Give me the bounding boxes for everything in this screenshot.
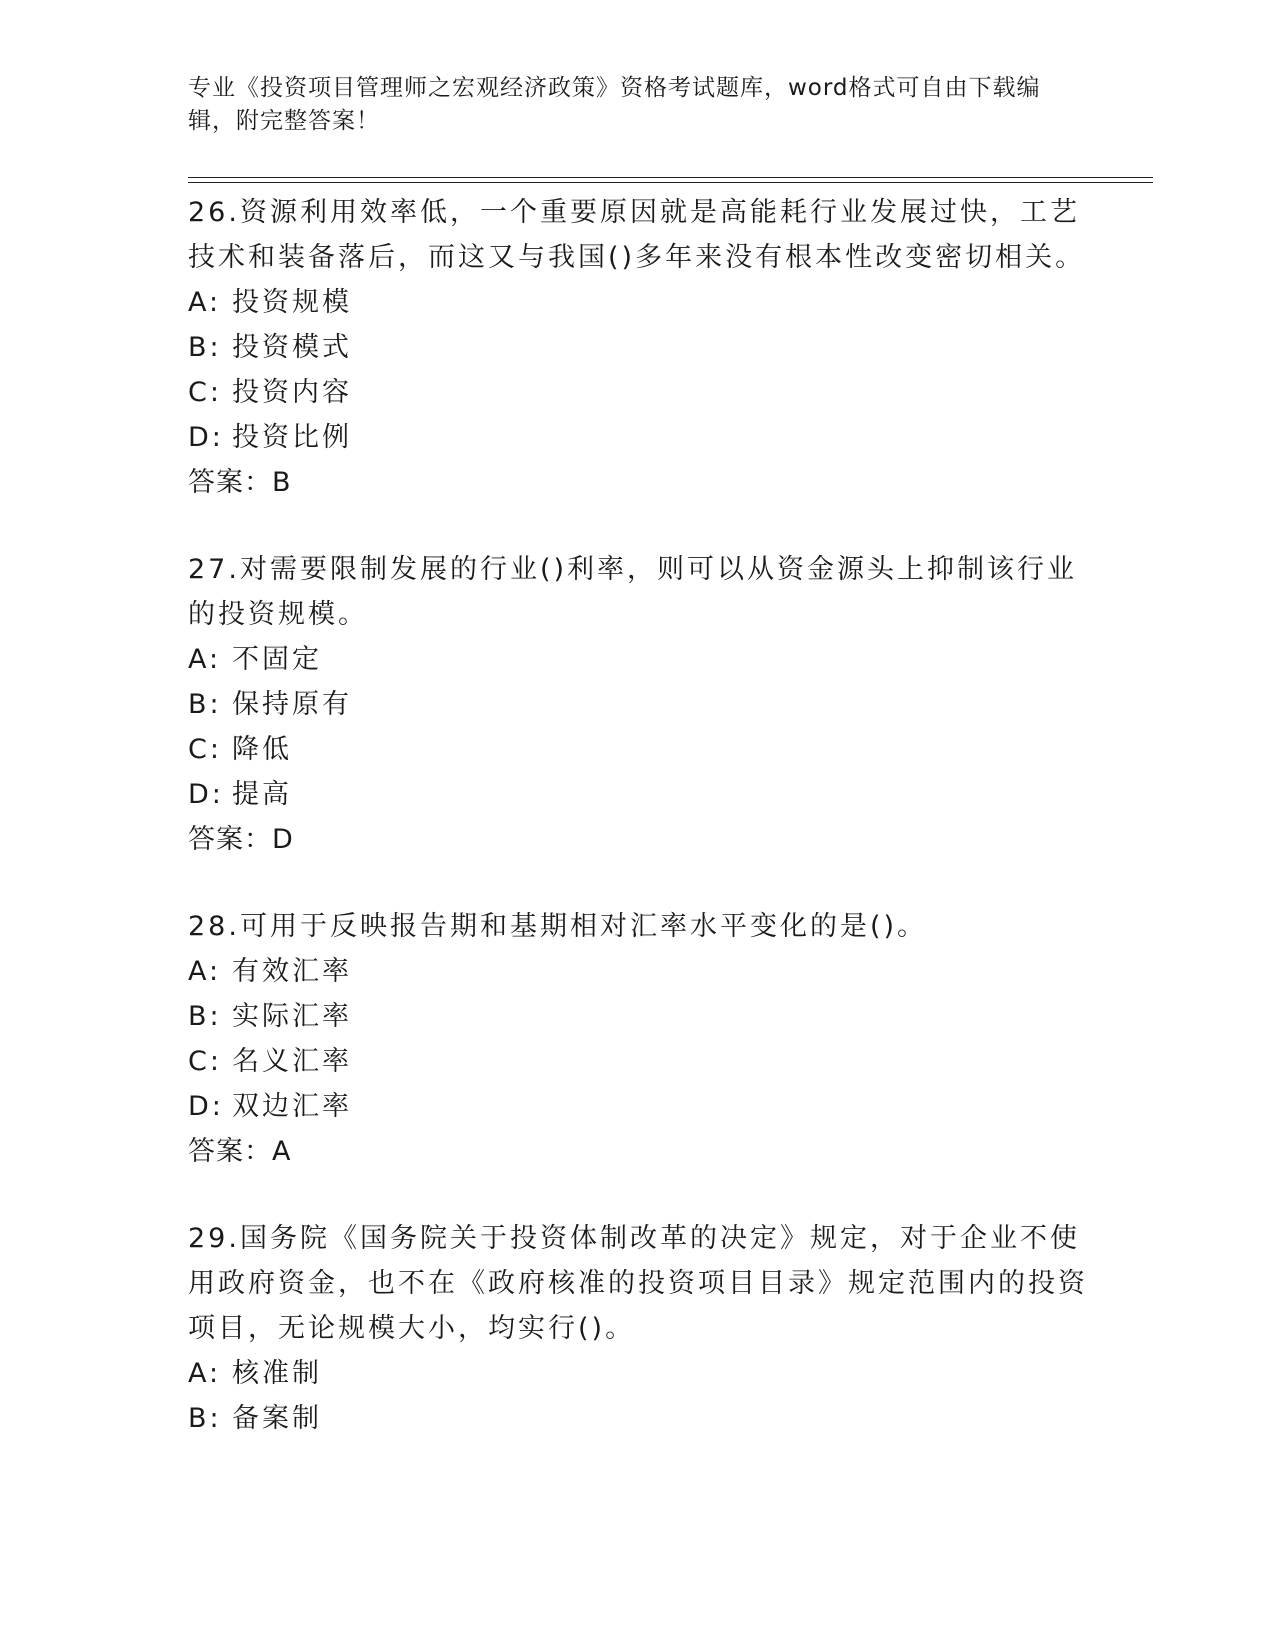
option-key: A:	[188, 956, 222, 987]
option-text: 名义汇率	[232, 1046, 352, 1077]
question-27	[188, 547, 1088, 862]
option-key: B:	[188, 1403, 222, 1434]
option-text: 有效汇率	[232, 956, 352, 987]
option-text: 投资规模	[232, 287, 352, 318]
option-text: 投资模式	[232, 332, 352, 363]
option-key: C:	[188, 734, 222, 765]
option-text: 不固定	[232, 644, 322, 675]
answer-line: 答案：D	[188, 824, 294, 855]
question-28	[188, 904, 1088, 1174]
option-c	[188, 370, 1088, 415]
option-key: D:	[188, 779, 224, 810]
option-text: 降低	[232, 734, 292, 765]
document-header: 专业《投资项目管理师之宏观经济政策》资格考试题库，word格式可自由下载编辑，附完整答案！	[188, 75, 1041, 134]
question-stem: 26.资源利用效率低，一个重要原因就是高能耗行业发展过快，工艺技术和装备落后，而这又与我国()多年来没有根本性改变密切相关。	[188, 197, 1086, 273]
option-d	[188, 1084, 1088, 1129]
header-divider-top	[188, 177, 1153, 178]
header-divider-bottom	[188, 182, 1153, 183]
option-text: 双边汇率	[232, 1091, 352, 1122]
option-d	[188, 415, 1088, 460]
option-c	[188, 1039, 1088, 1084]
option-b	[188, 1396, 1088, 1441]
question-stem: 29.国务院《国务院关于投资体制改革的决定》规定，对于企业不使用政府资金，也不在《政府核准的投资项目目录》规定范围内的投资项目，无论规模大小，均实行()。	[188, 1223, 1088, 1344]
option-text: 实际汇率	[232, 1001, 352, 1032]
option-a	[188, 637, 1088, 682]
question-stem: 28.可用于反映报告期和基期相对汇率水平变化的是()。	[188, 911, 928, 942]
option-key: B:	[188, 332, 222, 363]
answer-line: 答案：A	[188, 1136, 292, 1167]
answer-line: 答案：B	[188, 467, 292, 498]
question-26	[188, 190, 1088, 505]
option-text: 提高	[232, 779, 292, 810]
option-key: B:	[188, 1001, 222, 1032]
option-b	[188, 994, 1088, 1039]
option-b	[188, 682, 1088, 727]
option-key: D:	[188, 422, 224, 453]
option-text: 保持原有	[232, 689, 352, 720]
option-c	[188, 727, 1088, 772]
question-list	[188, 190, 1088, 1483]
option-key: C:	[188, 377, 222, 408]
option-key: D:	[188, 1091, 224, 1122]
option-a	[188, 280, 1088, 325]
option-key: A:	[188, 287, 222, 318]
option-key: C:	[188, 1046, 222, 1077]
option-key: B:	[188, 689, 222, 720]
option-a	[188, 949, 1088, 994]
option-a	[188, 1351, 1088, 1396]
option-d	[188, 772, 1088, 817]
option-b	[188, 325, 1088, 370]
option-text: 备案制	[232, 1403, 322, 1434]
option-key: A:	[188, 644, 222, 675]
option-key: A:	[188, 1358, 222, 1389]
option-text: 投资比例	[232, 422, 352, 453]
option-text: 投资内容	[232, 377, 352, 408]
option-text: 核准制	[232, 1358, 322, 1389]
question-stem: 27.对需要限制发展的行业()利率，则可以从资金源头上抑制该行业的投资规模。	[188, 554, 1078, 630]
question-29	[188, 1216, 1088, 1441]
